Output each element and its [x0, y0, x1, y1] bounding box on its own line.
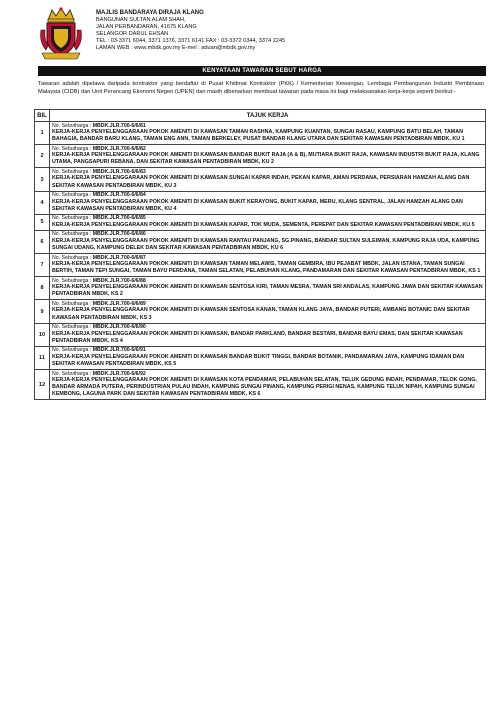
row-number: 7	[35, 254, 50, 277]
quotation-label: No. Sebutharga :	[52, 145, 92, 152]
row-content	[50, 191, 486, 214]
quotation-value: MBDK.JLR.700-6/6/85	[92, 215, 146, 222]
row-content	[50, 214, 486, 230]
quotation-value: MBDK.JLR.700-6/6/88	[92, 277, 146, 284]
row-number: 2	[35, 145, 50, 168]
quotation-label: No. Sebutharga :	[52, 168, 92, 175]
quotation-label: No. Sebutharga :	[52, 324, 92, 331]
notice-title-banner: KENYATAAN TAWARAN SEBUT HARGA	[38, 66, 486, 76]
row-number: 6	[35, 230, 50, 253]
row-number: 5	[35, 214, 50, 230]
row-content	[50, 370, 486, 400]
row-content	[50, 145, 486, 168]
table-header-row	[35, 110, 486, 122]
address-line-3: SELANGOR DARUL EHSAN	[96, 30, 169, 37]
quotation-label: No. Sebutharga :	[52, 215, 92, 222]
organization-name: MAJLIS BANDARAYA DIRAJA KLANG	[96, 10, 204, 16]
column-header-bil: BIL	[35, 110, 50, 122]
quotation-value: MBDK.JLR.700-6/6/84	[92, 192, 146, 199]
row-number: 1	[35, 122, 50, 145]
table-row	[35, 230, 486, 253]
work-title: KERJA-KERJA PENYELENGGARAAN POKOK AMENITI DI KAWASAN, BANDAR PARKLAND, BANDAR BESTARI, BANDAR BAYU EMAS, DAN SEKITAR KAWASAN PENTADBIRAN MBDK, KS 4	[52, 330, 463, 344]
quotation-label: No. Sebutharga :	[52, 300, 92, 307]
website-email-line: LAMAN WEB : www.mbdk.gov.my E-mel : aduan@mbdk.gov.my	[96, 44, 256, 51]
quotation-value: MBDK.JLR.700-6/6/83	[92, 168, 146, 175]
organization-details	[96, 10, 285, 51]
table-row	[35, 300, 486, 323]
tender-table	[34, 109, 486, 400]
work-title: KERJA-KERJA PENYELENGGARAAN POKOK AMENITI DI KAWASAN KAPAR, TOK MUDA, SEMENTA, PEREPAT DAN SEKITAR KAWASAN PENTADBIRAN MBDK, KU 5	[52, 221, 475, 228]
work-title: KERJA-KERJA PENYELENGGARAAN POKOK AMENITI DI KAWASAN BUKIT KERAYONG, BUKIT KAPAR, MERU, KLANG SENTRAL, JALAN HAMZAH ALANG DAN SEKITAR KAWASAN PENTADBIRAN MBDK, KU 4	[52, 198, 463, 212]
row-number: 4	[35, 191, 50, 214]
quotation-value: MBDK.JLR.700-6/6/81	[92, 122, 146, 129]
row-content	[50, 230, 486, 253]
quotation-label: No. Sebutharga :	[52, 254, 92, 261]
mbdk-crest-logo	[38, 6, 84, 60]
work-title: KERJA-KERJA PENYELENGGARAAN POKOK AMENITI DI KAWASAN BANDAR BUKIT RAJA (A & B), MUTIARA BUKIT RAJA, KAWASAN INDUSTRI BUKIT RAJA, KLANG UTAMA, PANGSAPURI REBANA, DAN SEKITAR KAWASAN PENTADBIRAN MBDK, KU 2	[52, 152, 480, 166]
table-row	[35, 145, 486, 168]
quotation-value: MBDK.JLR.700-6/6/82	[92, 145, 146, 152]
row-number: 3	[35, 168, 50, 191]
work-title: KERJA-KERJA PENYELENGGARAAN POKOK AMENITI DI KAWASAN KOTA PENDAMAR, PELABUHAN SELATAN, TELUK GEDUNG INDAH, PENDAMAR, TELOK GONG, BANDAR ARMADA PUTERA, PERINDUSTRIAN PULAU INDAH, KAMPUNG SUNGAI PINANG, KAMPUNG PERIGI NENAS, KAMPUNG TELUK NIPAH, KAMPUNG SUNGAI KEMBONG, LAGUNA PARK DAN SEKITAR KAWASAN PENTADBIRAN MBDK, KS 6	[52, 377, 477, 398]
quotation-value: MBDK.JLR.700-6/6/89	[92, 300, 146, 307]
work-title: KERJA-KERJA PENYELENGGARAAN POKOK AMENITI DI KAWASAN RANTAU PANJANG, SG.PINANG, BANDAR SULTAN SULEIMAN, KAMPUNG RAJA UDA, KAMPUNG SUNGAI UDANG, KAMPUNG DELEK DAN SEKITAR KAWASAN PENTADBIRAN MBDK, KU 6	[52, 237, 480, 252]
row-number: 10	[35, 323, 50, 346]
work-title: KERJA-KERJA PENYELENGGARAAN POKOK AMENITI DI KAWASAN SENTOSA KANAN, TAMAN KLANG JAYA, BANDAR PUTERI, AMBANG BOTANIC DAN SEKITAR KAWASAN PENTADBIRAN MBDK, KS 3	[52, 307, 470, 321]
letterhead	[38, 6, 478, 64]
row-content	[50, 254, 486, 277]
table-row	[35, 191, 486, 214]
work-title: KERJA-KERJA PENYELENGGARAAN POKOK AMENITI DI KAWASAN BANDAR BUKIT TINGGI, BANDAR BOTANIK, PANDAMARAN JAYA, KAMPUNG IDAMAN DAN SEKITAR KAWASAN PENTADBIRAN MBDK, KS 5	[52, 353, 465, 368]
address-line-1: BANGUNAN SULTAN ALAM SHAH,	[96, 16, 186, 23]
table-row	[35, 346, 486, 369]
quotation-label: No. Sebutharga :	[52, 347, 92, 354]
column-header-title: TAJUK KERJA	[50, 110, 486, 122]
quotation-label: No. Sebutharga :	[52, 370, 92, 377]
work-title: KERJA-KERJA PENYELENGGARAAN POKOK AMENITI DI KAWASAN SUNGAI KAPAR INDAH, PEKAN KAPAR, AMAN PERDANA, PERSIARAN HAMZAH ALANG DAN SEKITAR KAWASAN PENTADBIRAN MBDK, KU 3	[52, 175, 470, 189]
telephone-fax-line: TEL : 03-3371 6044, 3371 1376, 3371 6141 FAX : 03-3372 0344, 3374 2245	[96, 37, 286, 44]
table-row	[35, 254, 486, 277]
row-content	[50, 168, 486, 191]
table-row	[35, 323, 486, 346]
work-title: KERJA-KERJA PENYELENGGARAAN POKOK AMENITI DI KAWASAN TAMAN RASHNA, KAMPUNG KUANTAN, SUNGAI RASAU, KAMPUNG BATU BELAH, TAMAN BAHAGIA, BANDAR BARU KLANG, TAMAN ENG ANN, TAMAN BERKELEY, PUSAT BANDAR KLANG UTARA DAN SEKITAR KAWASAN PENTADBIRAN MBDK, KU 1	[52, 129, 465, 143]
row-content	[50, 323, 486, 346]
quotation-label: No. Sebutharga :	[52, 122, 92, 129]
quotation-value: MBDK.JLR.700-6/6/86	[92, 231, 146, 238]
row-number: 8	[35, 277, 50, 300]
table-row	[35, 370, 486, 400]
work-title: KERJA-KERJA PENYELENGGARAAN POKOK AMENITI DI KAWASAN SENTOSA KIRI, TAMAN MESRA, TAMAN SRI ANDALAS, KAMPUNG JAWA DAN SEKITAR KAWASAN PENTADBIRAN MBDK, KS 2	[52, 284, 483, 298]
row-content	[50, 346, 486, 369]
address-line-2: JALAN PERBANDARAN, 41675 KLANG	[96, 23, 197, 30]
table-body	[35, 122, 486, 400]
row-content	[50, 300, 486, 323]
table-row	[35, 277, 486, 300]
work-title: KERJA-KERJA PENYELENGGARAAN POKOK AMENITI DI KAWASAN TAMAN MELAWIS, TAMAN GEMBIRA, IBU PEJABAT MBDK, JALAN ISTANA, TAMAN SUNGAI BERTIH, TAMAN TEPI SUNGAI, TAMAN BAYU PERDANA, TAMAN SELATAN, PELABUHAN KLANG, PANDAMARAN DAN SEKITAR KAWASAN PENTADBIRAN MBDK, KS 1	[52, 261, 481, 275]
intro-paragraph: Tawaran adalah dipelawa daripada kontraktor yang berdaftar di Pusat Khidmat Kontraktor (PKK) / Kementerian Kewangan, Lembaga Pembangunan Industri Pembinaan Malaysia (CIDB) dan Unit Perancang Ekonomi Negeri (UPEN) dan masih dibenarkan membuat tawaran pada masa ini bagi melaksanakan kerja-kerja seperti berikut:-	[38, 81, 484, 96]
quotation-label: No. Sebutharga :	[52, 277, 92, 284]
quotation-value: MBDK.JLR.700-6/6/91	[92, 347, 146, 354]
row-number: 9	[35, 300, 50, 323]
row-number: 12	[35, 370, 50, 400]
quotation-value: MBDK.JLR.700-6/6/92	[92, 370, 146, 377]
quotation-value: MBDK.JLR.700-6/6/87	[92, 254, 146, 261]
row-content	[50, 277, 486, 300]
table-row	[35, 122, 486, 145]
quotation-label: No. Sebutharga :	[52, 231, 92, 238]
quotation-value: MBDK.JLR.700-6/6/90	[92, 324, 146, 331]
quotation-label: No. Sebutharga :	[52, 192, 92, 199]
row-number: 11	[35, 346, 50, 369]
table-row	[35, 168, 486, 191]
table-row	[35, 214, 486, 230]
row-content	[50, 122, 486, 145]
